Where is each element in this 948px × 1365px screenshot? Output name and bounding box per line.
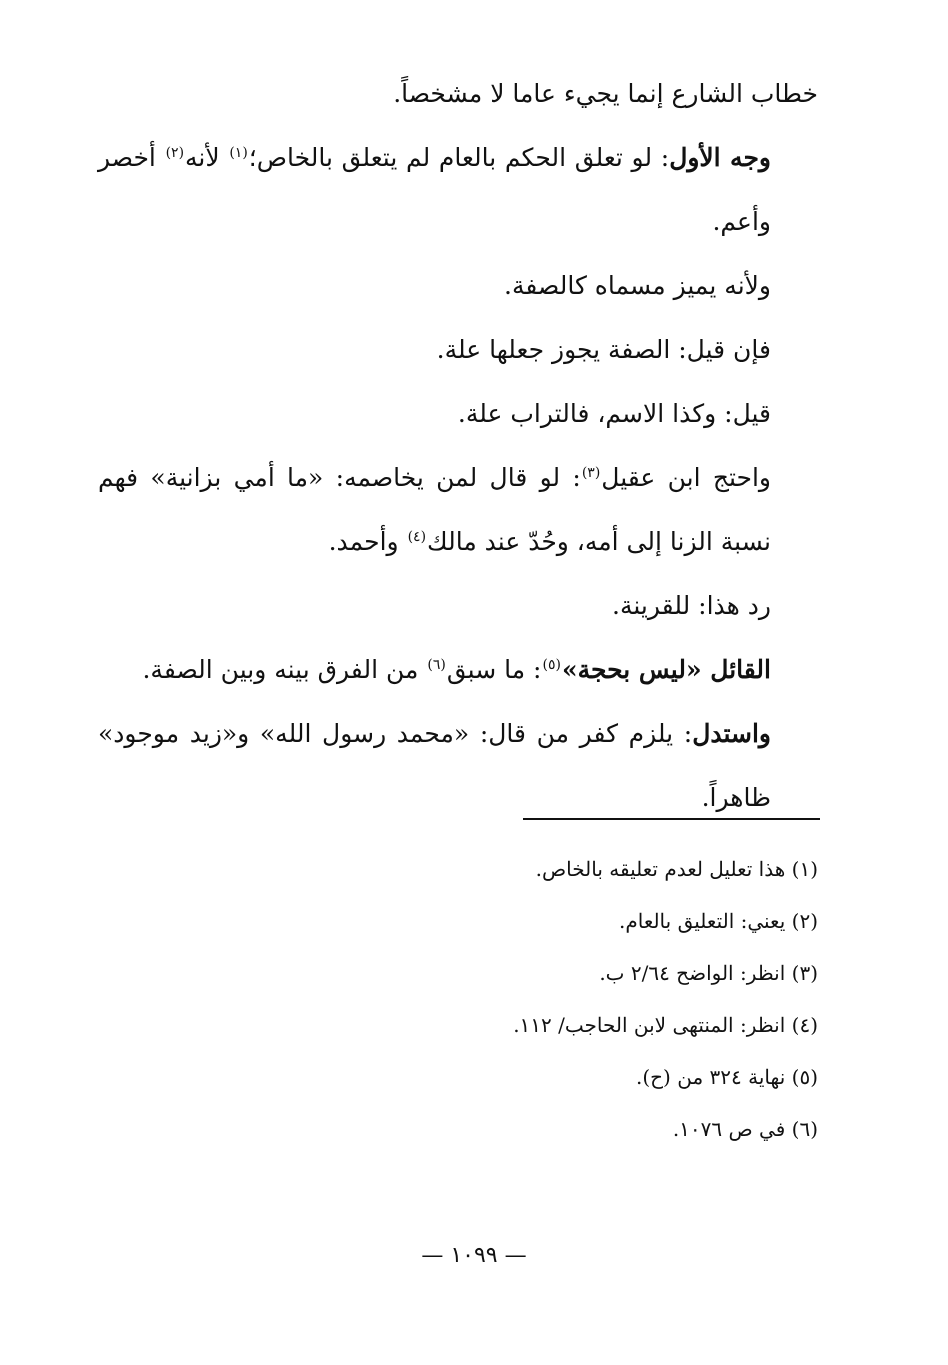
paragraph-8-text-a: : ما سبق — [446, 655, 542, 684]
paragraph-5: قيل: وكذا الاسم، فالتراب علة. — [457, 399, 771, 428]
paragraph-6-text-b: : لو قال لمن يخاصمه: «ما أمي بزانية» فهم نسبة الزنا إلى أمه، وحُدّ عند مالك — [98, 463, 771, 556]
paragraph-4: فإن قيل: الصفة يجوز جعلها علة. — [436, 335, 771, 364]
footnote-ref-4[interactable]: (٤) — [407, 528, 427, 545]
footnote-ref-1[interactable]: (١) — [229, 144, 248, 161]
paragraph-2-text-b: لأنه — [185, 143, 229, 172]
footnote-ref-3[interactable]: (٣) — [581, 464, 601, 481]
footnotes — [118, 843, 818, 1155]
paragraph-7: رد هذا: للقرينة. — [612, 591, 771, 620]
paragraph-2-text-a: : لو تعلق الحكم بالعام لم يتعلق بالخاص؛ — [248, 143, 670, 172]
footnote-ref-6[interactable]: (٦) — [427, 656, 446, 673]
paragraph-6-text-a: واحتج ابن عقيل — [601, 463, 771, 492]
footnote-4: (٤) انظر: المنتهى لابن الحاجب/ ١١٢. — [513, 1013, 818, 1037]
paragraph-2-label: وجه الأول — [669, 143, 771, 172]
footnote-2: (٢) يعني: التعليق بالعام. — [618, 909, 818, 933]
footnote-5: (٥) نهاية ٣٢٤ من (ح). — [635, 1065, 818, 1089]
paragraph-2 — [98, 126, 818, 254]
paragraph-6-text-c: وأحمد. — [328, 527, 407, 556]
paragraph-9-text: : يلزم كفر من قال: «محمد رسول الله» و«زيد موجود» ظاهراً. — [98, 719, 771, 812]
footnote-6: (٦) في ص ١٠٧٦. — [672, 1117, 818, 1141]
page-number: — ١٠٩٩ — — [421, 1243, 527, 1268]
footnote-ref-2[interactable]: (٢) — [165, 144, 185, 161]
main-text — [98, 62, 818, 830]
paragraph-8-text-b: من الفرق بينه وبين الصفة. — [142, 655, 427, 684]
paragraph-8-label: القائل «ليس بحجة» — [561, 655, 771, 684]
paragraph-6 — [98, 446, 818, 574]
paragraph-9-label: واستدل — [692, 719, 771, 748]
paragraph-1: خطاب الشارع إنما يجيء عاما لا مشخصاً. — [393, 79, 818, 108]
footnote-divider — [523, 818, 820, 820]
paragraph-8 — [98, 638, 818, 702]
paragraph-9 — [98, 702, 818, 830]
footnote-1: (١) هذا تعليل لعدم تعليقه بالخاص. — [535, 857, 818, 881]
paragraph-2-text-c: أخصر وأعم. — [98, 143, 771, 236]
footnote-ref-5[interactable]: (٥) — [542, 656, 561, 673]
footnote-3: (٣) انظر: الواضح ٢/٦٤ ب. — [599, 961, 818, 985]
paragraph-3: ولأنه يميز مسماه كالصفة. — [504, 271, 771, 300]
